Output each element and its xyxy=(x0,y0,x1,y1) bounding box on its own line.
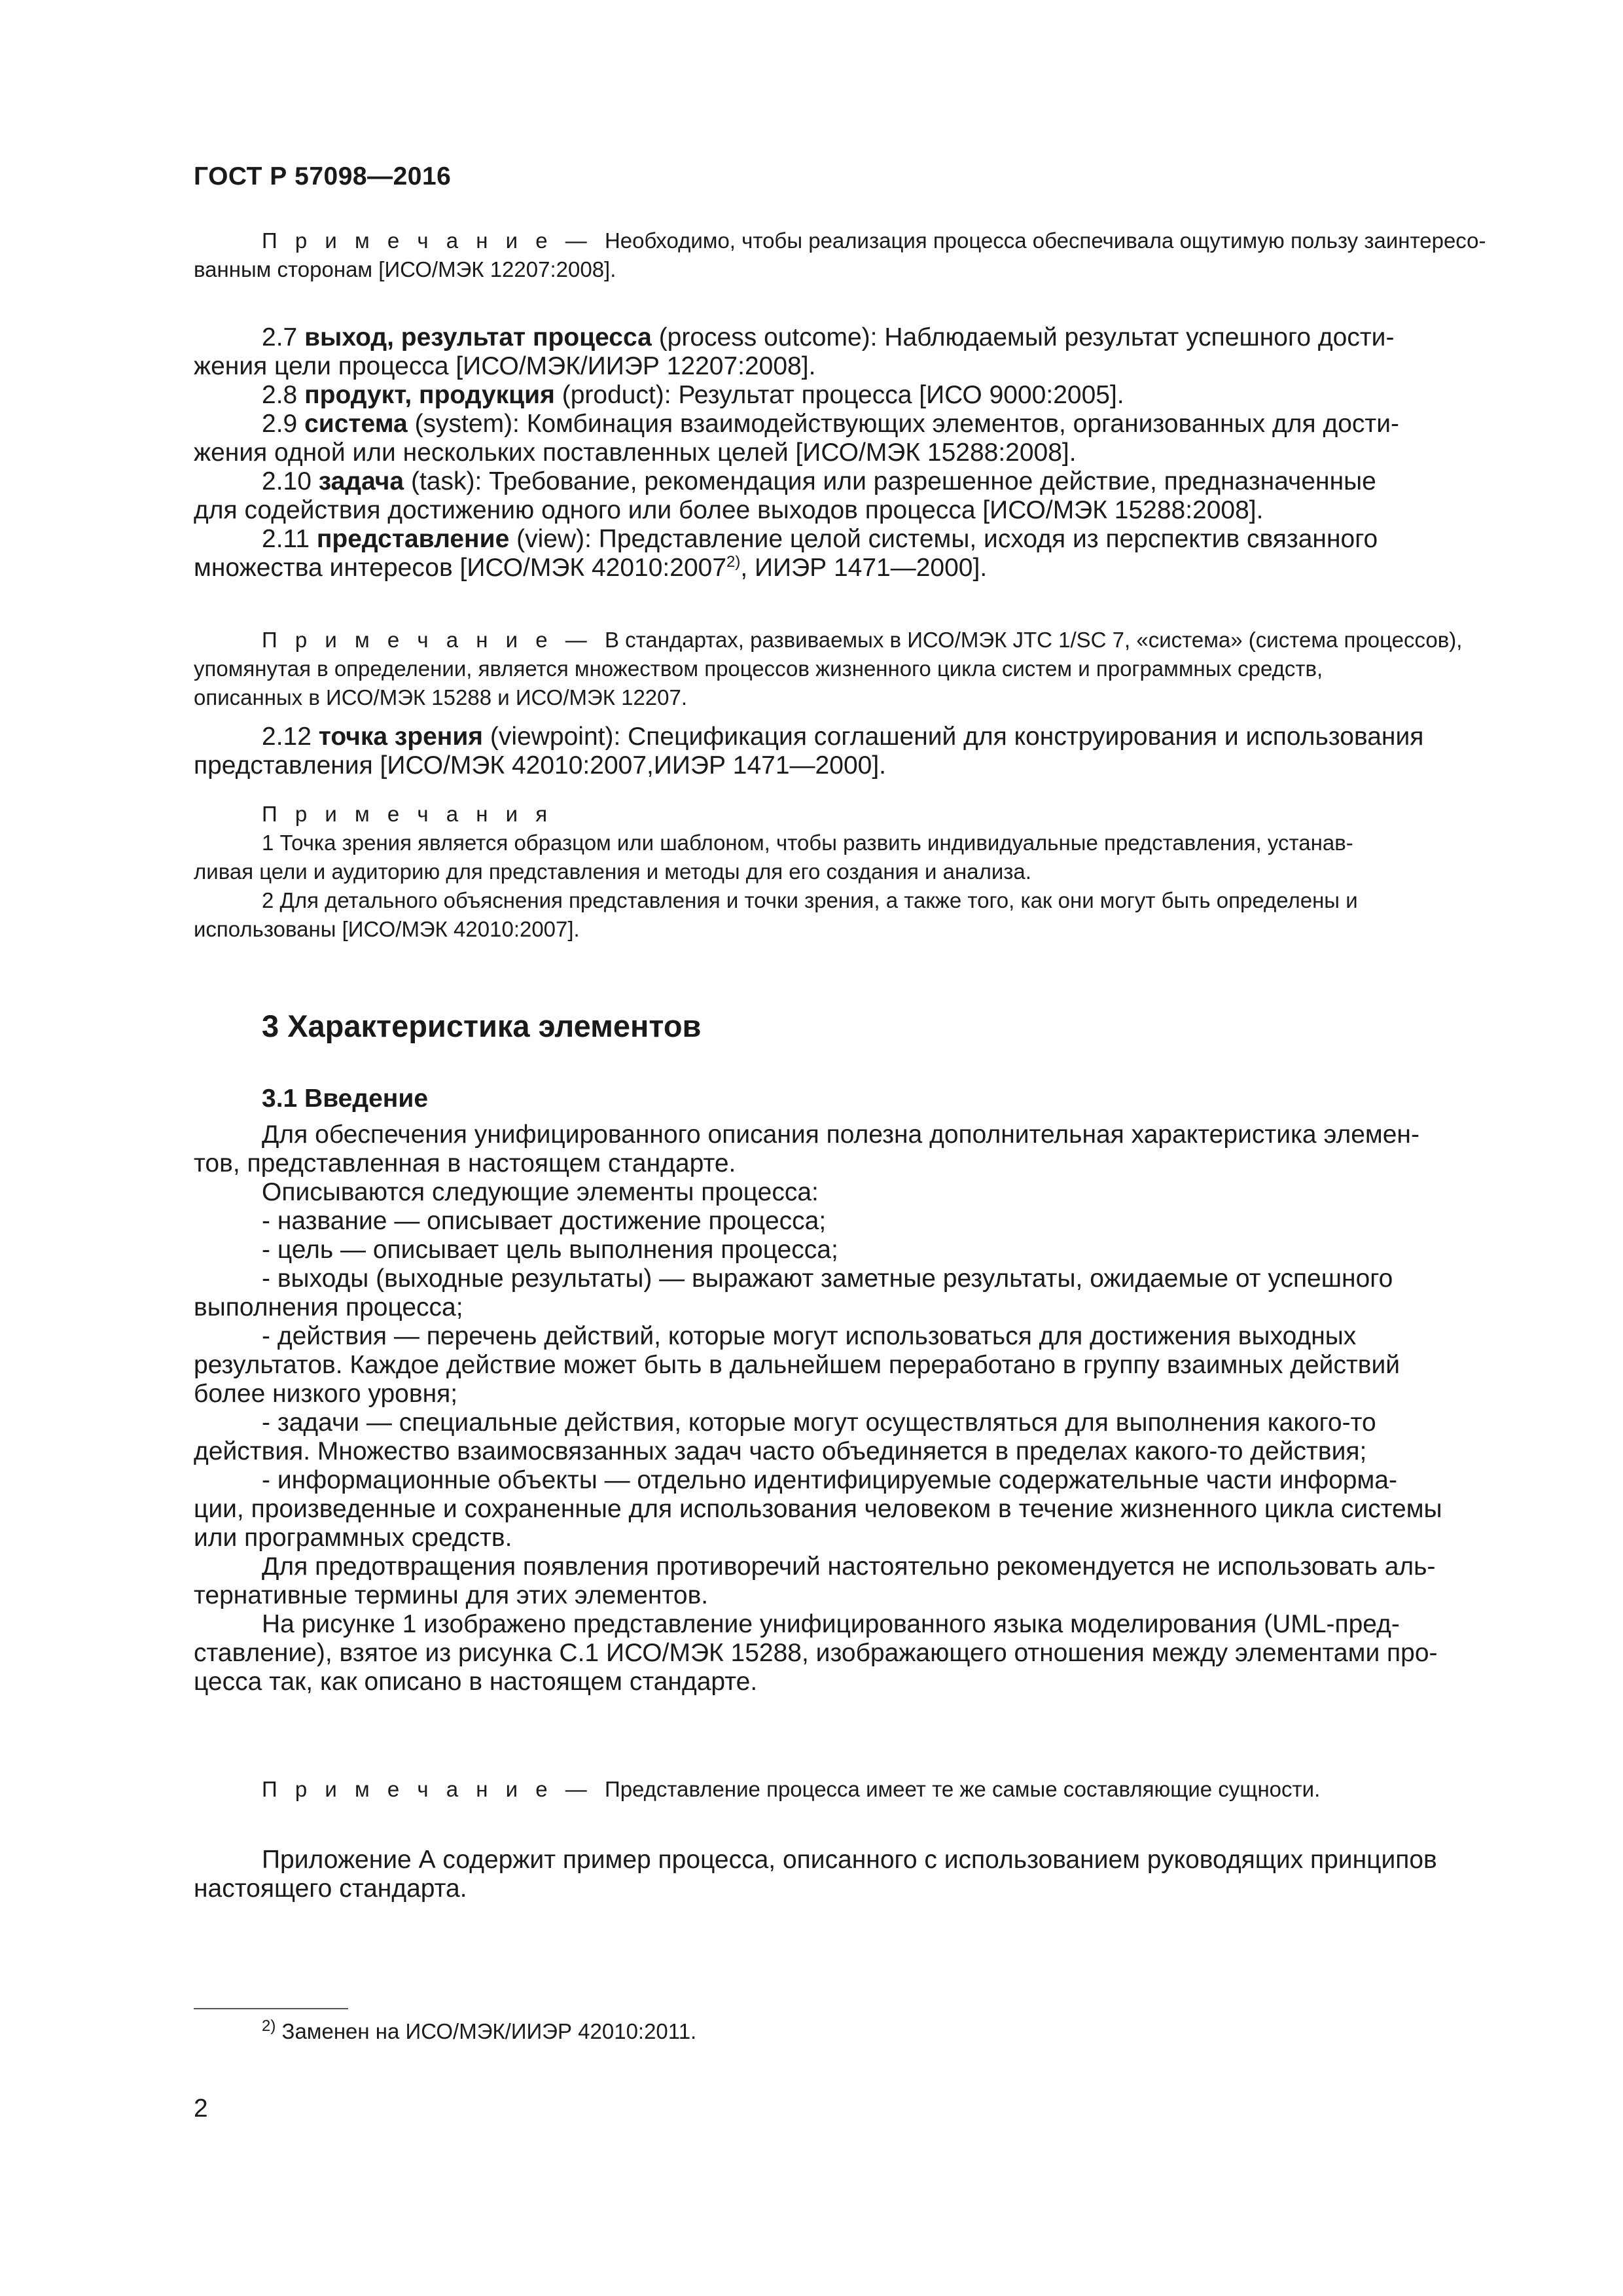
paragraph-line: тернативные термины для этих элементов. xyxy=(194,1581,709,1609)
footnote-ref: 2) xyxy=(726,553,741,571)
paragraph: Приложение А содержит пример процесса, описанного с использованием руководящих принципов xyxy=(262,1846,1437,1874)
footnote-separator xyxy=(194,2008,348,2009)
note-item-2: 2 Для детального объяснения представления и точки зрения, а также того, как они могут быть определены и xyxy=(262,888,1358,912)
term: представление xyxy=(316,525,510,553)
definition-2-11: 2.11 представление (view): Представление целой системы, исходя из перспектив связанного xyxy=(262,525,1378,553)
term: система xyxy=(304,410,408,438)
list-item: - действия — перечень действий, которые могут использоваться для достижения выходных xyxy=(262,1322,1357,1350)
notes-viewpoint xyxy=(194,800,1495,944)
paragraph-line: цесса так, как описано в настоящем стандарте. xyxy=(194,1668,758,1696)
note-line: П р и м е ч а н и е — Необходимо, чтобы реализация процесса обеспечивала ощутимую пользу заинтересо- xyxy=(262,228,1486,253)
term: точка зрения xyxy=(318,723,484,751)
paragraph-line: тов, представленная в настоящем стандарте. xyxy=(194,1149,736,1177)
list-item: - название — описывает достижение процесса; xyxy=(262,1207,827,1235)
notes-label: П р и м е ч а н и я xyxy=(262,802,554,826)
list-item-line: действия. Множество взаимосвязанных задач часто объединяется в пределах какого-то действия; xyxy=(194,1437,1367,1465)
definition-line: для содействия достижению одного или более выходов процесса [ИСО/МЭК 15288:2008]. xyxy=(194,496,1264,524)
section-title: 3 Характеристика элементов xyxy=(262,1009,702,1043)
note-item-1: 1 Точка зрения является образцом или шаблоном, чтобы развить индивидуальные представления, устанав- xyxy=(262,831,1353,855)
standard-header: ГОСТ Р 57098—2016 xyxy=(194,162,452,190)
term: задача xyxy=(318,467,404,495)
list-item-line: выполнения процесса; xyxy=(194,1293,463,1321)
paragraph-line: настоящего стандарта. xyxy=(194,1874,467,1903)
list-item: - выходы (выходные результаты) — выражают заметные результаты, ожидаемые от успешного xyxy=(262,1265,1393,1293)
list-item: - цель — описывает цель выполнения процесса; xyxy=(262,1236,838,1264)
list-item-line: ции, произведенные и сохраненные для использования человеком в течение жизненного цикла системы xyxy=(194,1495,1442,1523)
note-label: П р и м е ч а н и е — xyxy=(262,628,605,652)
list-item: - информационные объекты — отдельно идентифицируемые содержательные части информа- xyxy=(262,1466,1397,1494)
definition-2-7: 2.7 выход, результат процесса (process outcome): Наблюдаемый результат успешного дости- xyxy=(262,323,1395,351)
definitions-block xyxy=(194,323,1495,583)
note-representation xyxy=(194,1775,1495,1804)
definition-2-12-block xyxy=(194,723,1495,780)
note-line: П р и м е ч а н и е — В стандартах, развиваемых в ИСО/МЭК JTC 1/SC 7, «система» (система процессов), xyxy=(262,628,1463,652)
note-line: упомянутая в определении, является множеством процессов жизненного цикла систем и программных средств, xyxy=(194,656,1323,681)
definition-2-12: 2.12 точка зрения (viewpoint): Спецификация соглашений для конструирования и использования xyxy=(262,723,1424,751)
paragraph: Описываются следующие элементы процесса: xyxy=(262,1178,819,1206)
note-line: ливая цели и аудиторию для представления и методы для его создания и анализа. xyxy=(194,859,1031,884)
term: выход, результат процесса xyxy=(304,323,652,351)
subsection-title: 3.1 Введение xyxy=(262,1085,429,1113)
definition-line: представления [ИСО/МЭК 42010:2007,ИИЭР 1471—2000]. xyxy=(194,751,886,780)
note-label: П р и м е ч а н и е — xyxy=(262,228,605,253)
definition-line: множества интересов [ИСО/МЭК 42010:2007$^{2)}$, ИИЭР 1471—2000]. xyxy=(194,553,988,582)
footnote: $^{2)}$ Заменен на ИСО/МЭК/ИИЭР 42010:2011. xyxy=(262,2017,697,2043)
paragraph-line: ставление), взятое из рисунка С.1 ИСО/МЭК 15288, изображающего отношения между элементами про- xyxy=(194,1639,1438,1667)
definition-2-9: 2.9 система (system): Комбинация взаимодействующих элементов, организованных для дости- xyxy=(262,410,1400,438)
list-item-line: более низкого уровня; xyxy=(194,1380,458,1408)
note-label: П р и м е ч а н и е — xyxy=(262,1777,605,1801)
note-line: ванным сторонам [ИСО/МЭК 12207:2008]. xyxy=(194,257,616,281)
list-item-line: результатов. Каждое действие может быть в дальнейшем переработано в группу взаимных действий xyxy=(194,1351,1400,1379)
definition-line: жения цели процесса [ИСО/МЭК/ИИЭР 12207:2008]. xyxy=(194,352,816,380)
definition-2-8: 2.8 продукт, продукция (product): Результат процесса [ИСО 9000:2005]. xyxy=(262,381,1124,409)
paragraph: На рисунке 1 изображено представление унифицированного языка моделирования (UML-пред- xyxy=(262,1610,1400,1638)
section-3-body xyxy=(194,1121,1495,1696)
annex-paragraph xyxy=(194,1846,1495,1903)
definition-2-10: 2.10 задача (task): Требование, рекомендация или разрешенное действие, предназначенные xyxy=(262,467,1376,495)
paragraph: Для предотвращения появления противоречий настоятельно рекомендуется не использовать аль- xyxy=(262,1552,1436,1581)
note-line: описанных в ИСО/МЭК 15288 и ИСО/МЭК 12207. xyxy=(194,685,688,709)
list-item-line: или программных средств. xyxy=(194,1524,512,1552)
list-item: - задачи — специальные действия, которые могут осуществляться для выполнения какого-то xyxy=(262,1408,1376,1437)
note-process-benefit xyxy=(194,226,1495,284)
note-system-definition xyxy=(194,626,1495,712)
page-number: 2 xyxy=(194,2094,208,2123)
footnote-marker: 2) xyxy=(262,2017,276,2035)
term: продукт, продукция xyxy=(304,381,555,409)
paragraph: Для обеспечения унифицированного описания полезна дополнительная характеристика элемен- xyxy=(262,1121,1419,1149)
note-line: использованы [ИСО/МЭК 42010:2007]. xyxy=(194,917,580,941)
definition-line: жения одной или нескольких поставленных целей [ИСО/МЭК 15288:2008]. xyxy=(194,439,1077,467)
note-line: П р и м е ч а н и е — Представление процесса имеет те же самые составляющие сущности. xyxy=(262,1777,1321,1801)
